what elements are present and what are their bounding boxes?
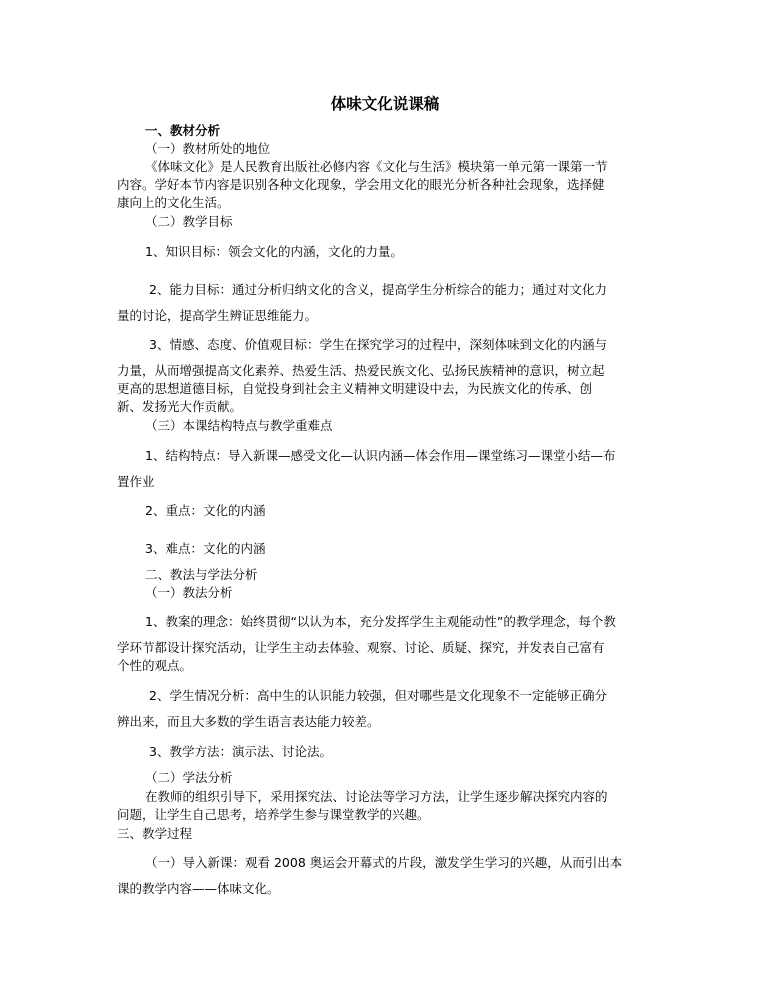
subsection-heading: （二）教学目标 (145, 214, 233, 229)
paragraph-line: 内容。学好本节内容是识别各种文化现象，学会用文化的眼光分析各种社会现象，选择健 (117, 177, 605, 192)
process-line: 课的教学内容——体味文化。 (117, 881, 280, 896)
section-heading: 一、教材分析 (145, 123, 221, 138)
page-title: 体味文化说课稿 (330, 95, 440, 113)
paragraph-line: 康向上的文化生活。 (117, 195, 230, 210)
method-line: 学环节都设计探究活动，让学生主动去体验、观察、讨论、质疑、探究，并发表自己富有 (117, 640, 605, 655)
student-analysis-line: 2、学生情况分析：高中生的认识能力较强，但对哪些是文化现象不一定能够正确分 (149, 688, 607, 703)
goal-emotion-line: 更高的思想道德目标，自觉投身到社会主义精神文明建设中去，为民族文化的传承、创 (117, 381, 593, 396)
goal-emotion-line: 新、发扬光大作贡献。 (117, 399, 243, 414)
section-heading: 三、教学过程 (117, 826, 193, 841)
process-line: （一）导入新课：观看 2008 奥运会开幕式的片段，激发学生学习的兴趣，从而引出本 (145, 855, 623, 870)
structure-line: 1、结构特点：导入新课—感受文化—认识内涵—体会作用—课堂练习—课堂小结—布 (145, 448, 616, 463)
goal-emotion-line: 3、情感、态度、价值观目标：学生在探究学习的过程中，深刻体味到文化的内涵与 (149, 337, 607, 352)
goal-emotion-line: 力量，从而增强提高文化素养、热爱生活、热爱民族文化、弘扬民族精神的意识，树立起 (117, 363, 605, 378)
teaching-method: 3、教学方法：演示法、讨论法。 (149, 744, 332, 759)
subsection-heading: （二）学法分析 (145, 770, 233, 785)
goal-ability-line: 量的讨论，提高学生辨证思维能力。 (117, 308, 318, 323)
method-line: 个性的观点。 (117, 658, 193, 673)
key-point: 2、重点：文化的内涵 (145, 503, 266, 518)
subsection-heading: （一）教材所处的地位 (145, 141, 271, 156)
method-line: 1、教案的理念：始终贯彻“以认为本，充分发挥学生主观能动性”的教学理念，每个教 (145, 614, 616, 629)
goal-knowledge: 1、知识目标：领会文化的内涵，文化的力量。 (145, 244, 403, 259)
paragraph-line: 问题，让学生自己思考，培养学生参与课堂教学的兴趣。 (117, 807, 430, 822)
subsection-heading: （一）教法分析 (145, 585, 233, 600)
structure-line: 置作业 (117, 474, 155, 489)
section-heading: 二、教法与学法分析 (145, 567, 258, 582)
student-analysis-line: 辨出来，而且大多数的学生语言表达能力较差。 (117, 714, 380, 729)
subsection-heading: （三）本课结构特点与教学重难点 (145, 418, 333, 433)
paragraph-line: 《体味文化》是人民教育出版社必修内容《文化与生活》模块第一单元第一课第一节 (145, 159, 608, 174)
goal-ability-line: 2、能力目标：通过分析归纳文化的含义，提高学生分析综合的能力；通过对文化力 (149, 282, 607, 297)
difficult-point: 3、难点：文化的内涵 (145, 541, 266, 556)
paragraph-line: 在教师的组织引导下，采用探究法、讨论法等学习方法，让学生逐步解决探究内容的 (145, 789, 608, 804)
